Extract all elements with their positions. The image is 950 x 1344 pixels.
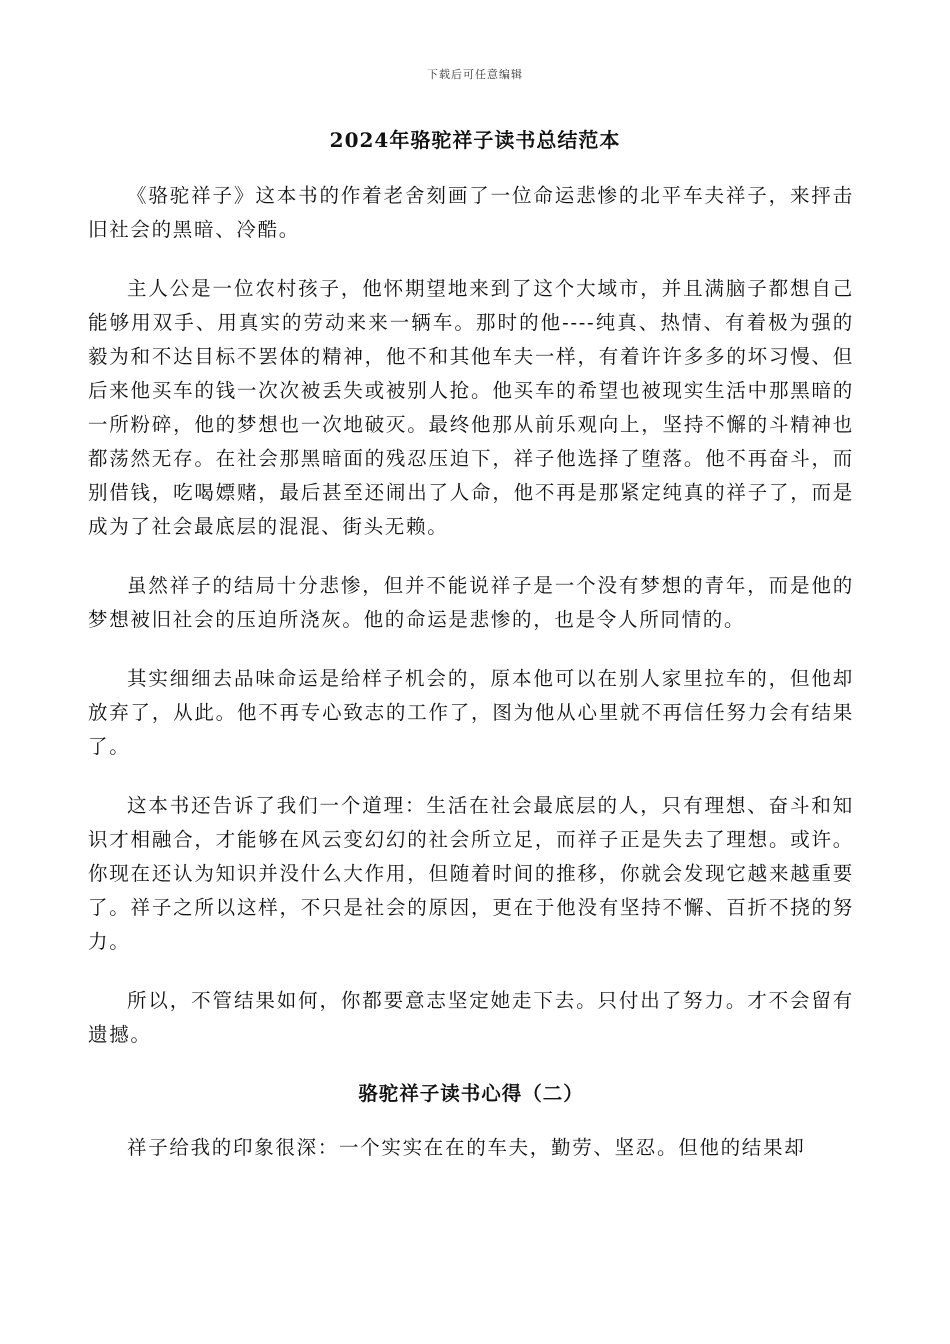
- paragraph-protagonist: 主人公是一位农村孩子，他怀期望地来到了这个大域市，并且满脑子都想自己能够用双手、用真实的劳动来来一辆车。那时的他----纯真、热情、有着极为强的毅为和不达目标不罢体的精神，他不和其他车夫一样，有着许许多多的坏习慢、但后来他买车的钱一次次被丢失或被别人抢。他买车的希望也被现实生活中那黑暗的一所粉碎，他的梦想也一次地破灭。最终他那从前乐观向上，坚持不懈的斗精神也都荡然无存。在社会那黑暗面的残忍压迫下，祥子他选择了堕落。他不再奋斗，而别借钱，吃喝嫖赌，最后甚至还闹出了人命，他不再是那紧定纯真的祥子了，而是成为了社会最底层的混混、街头无赖。: [88, 277, 854, 538]
- document-body: [88, 179, 854, 1190]
- section-subtitle: 骆驼祥子读书心得（二）: [358, 1082, 584, 1105]
- paragraph-lesson: 这本书还告诉了我们一个道理：生活在社会最底层的人，只有理想、奋斗和知识才相融合，才能够在风云变幻幻的社会所立足，而祥子正是失去了理想。或许。你现在还认为知识并没什么大作用，但随着时间的推移，你就会发现它越来越重要了。祥子之所以这样，不只是社会的原因，更在于他没有坚持不懈、百折不挠的努力。: [88, 794, 854, 953]
- document-title: 2024年骆驼祥子读书总结范本: [329, 128, 621, 152]
- header-note: 下载后可任意编辑: [427, 68, 523, 81]
- paragraph-fate: 虽然祥子的结局十分悲惨，但并不能说祥子是一个没有梦想的青年，而是他的梦想被旧社会的压迫所浇灰。他的命运是悲惨的，也是令人所同情的。: [88, 574, 854, 631]
- paragraph-conclusion: 所以，不管结果如何，你都要意志坚定她走下去。只付出了努力。才不会留有遗撼。: [88, 989, 854, 1046]
- paragraph-second-section: 祥子给我的印象很深：一个实实在在的车夫，勤劳、坚忍。但他的结果却: [127, 1136, 806, 1159]
- paragraph-intro: 《骆驼祥子》这本书的作着老舍刻画了一位命运悲惨的北平车夫祥子，来抨击旧社会的黑暗、冷酷。: [88, 184, 854, 241]
- paragraph-opportunity: 其实细细去品味命运是给样子机会的，原本他可以在别人家里拉车的，但他却放弃了，从此。他不再专心致志的工作了，图为他从心里就不再信任努力会有结果了。: [88, 667, 854, 758]
